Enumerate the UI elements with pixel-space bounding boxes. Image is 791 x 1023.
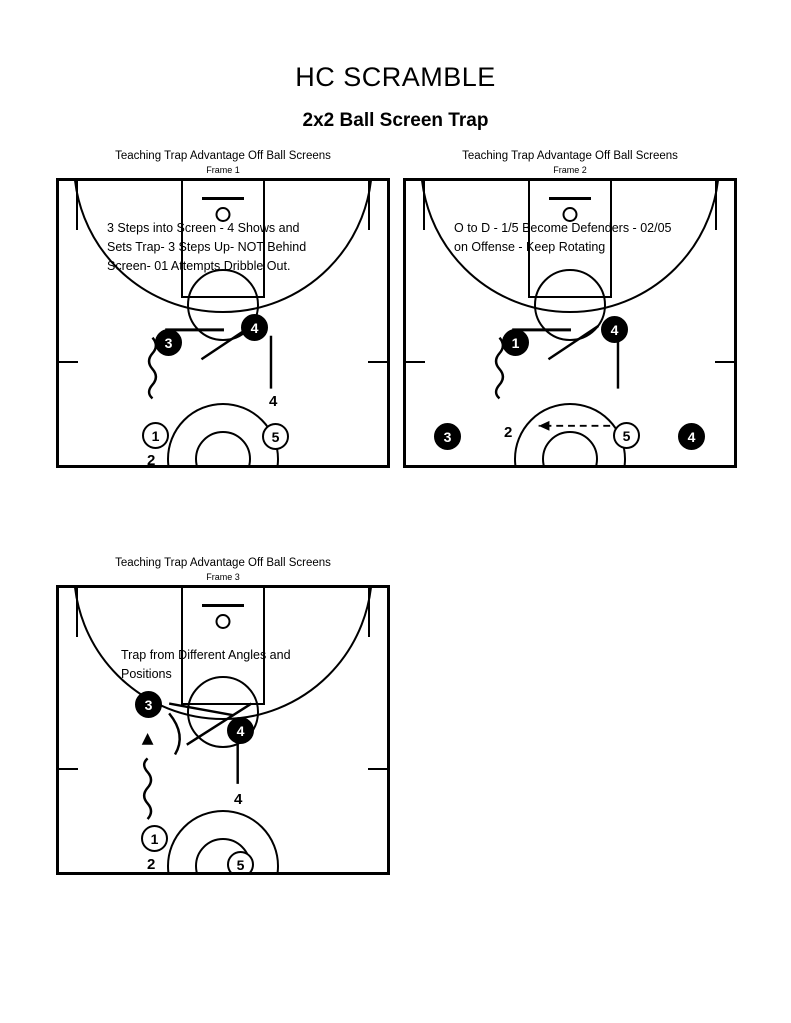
token-f1-def-3[interactable] xyxy=(155,329,182,356)
frame-1-plain-number-2: 2 xyxy=(147,452,156,468)
token-label: 4 xyxy=(687,428,696,445)
token-f1-off-5[interactable] xyxy=(262,423,289,450)
frame-1-note: 3 Steps into Screen - 4 Shows and Sets Trap- 3 Steps Up- NOT Behind Screen- 01 Attempts Dribble Out. xyxy=(107,221,307,273)
page-subtitle: 2x2 Ball Screen Trap xyxy=(302,110,489,131)
token-f3-off-1[interactable] xyxy=(141,825,168,852)
token-f2-def-4a[interactable] xyxy=(601,316,628,343)
frame-2-movement-lines xyxy=(406,181,734,465)
token-f1-off-1[interactable] xyxy=(142,422,169,449)
token-f3-def-3[interactable] xyxy=(135,691,162,718)
token-label: 3 xyxy=(144,696,153,713)
frame-3-plain-number-4: 4 xyxy=(234,791,243,808)
token-label: 5 xyxy=(622,427,631,444)
frame-1-title: Teaching Trap Advantage Off Ball Screens xyxy=(115,150,331,162)
page-title: HC SCRAMBLE xyxy=(295,62,496,92)
token-label: 3 xyxy=(443,428,452,445)
token-label: 1 xyxy=(150,830,159,847)
frame-2-court xyxy=(403,178,737,468)
frame-3-label: Frame 3 xyxy=(206,572,240,582)
frame-2-plain-number-2: 2 xyxy=(504,424,513,441)
token-label: 4 xyxy=(610,321,619,338)
token-f3-off-5[interactable] xyxy=(227,851,254,875)
token-f1-def-4[interactable] xyxy=(241,314,268,341)
token-f2-def-4b[interactable] xyxy=(678,423,705,450)
frame-1-movement-lines xyxy=(59,181,387,465)
token-f2-def-1[interactable] xyxy=(502,329,529,356)
token-label: 4 xyxy=(250,319,259,336)
frame-1-court xyxy=(56,178,390,468)
token-f2-off-5[interactable] xyxy=(613,422,640,449)
token-f2-def-3[interactable] xyxy=(434,423,461,450)
token-label: 5 xyxy=(236,856,245,873)
frame-2-note: O to D - 1/5 Become Defenders - 02/05 on Offense - Keep Rotating xyxy=(454,221,672,254)
frame-3-movement-lines xyxy=(59,588,387,872)
frame-1-label: Frame 1 xyxy=(206,165,240,175)
frame-1-plain-number-4: 4 xyxy=(269,393,278,410)
token-label: 4 xyxy=(236,722,245,739)
frame-3-court xyxy=(56,585,390,875)
token-f3-def-4[interactable] xyxy=(227,717,254,744)
token-label: 1 xyxy=(511,334,520,351)
token-label: 5 xyxy=(271,428,280,445)
frame-3-plain-number-2: 2 xyxy=(147,856,156,873)
frame-2-title: Teaching Trap Advantage Off Ball Screens xyxy=(462,150,678,162)
frame-2-label: Frame 2 xyxy=(553,165,587,175)
token-label: 1 xyxy=(151,427,160,444)
token-label: 3 xyxy=(164,334,173,351)
frame-3-title: Teaching Trap Advantage Off Ball Screens xyxy=(115,557,331,569)
frame-3-note: Trap from Different Angles and Positions xyxy=(121,648,291,681)
